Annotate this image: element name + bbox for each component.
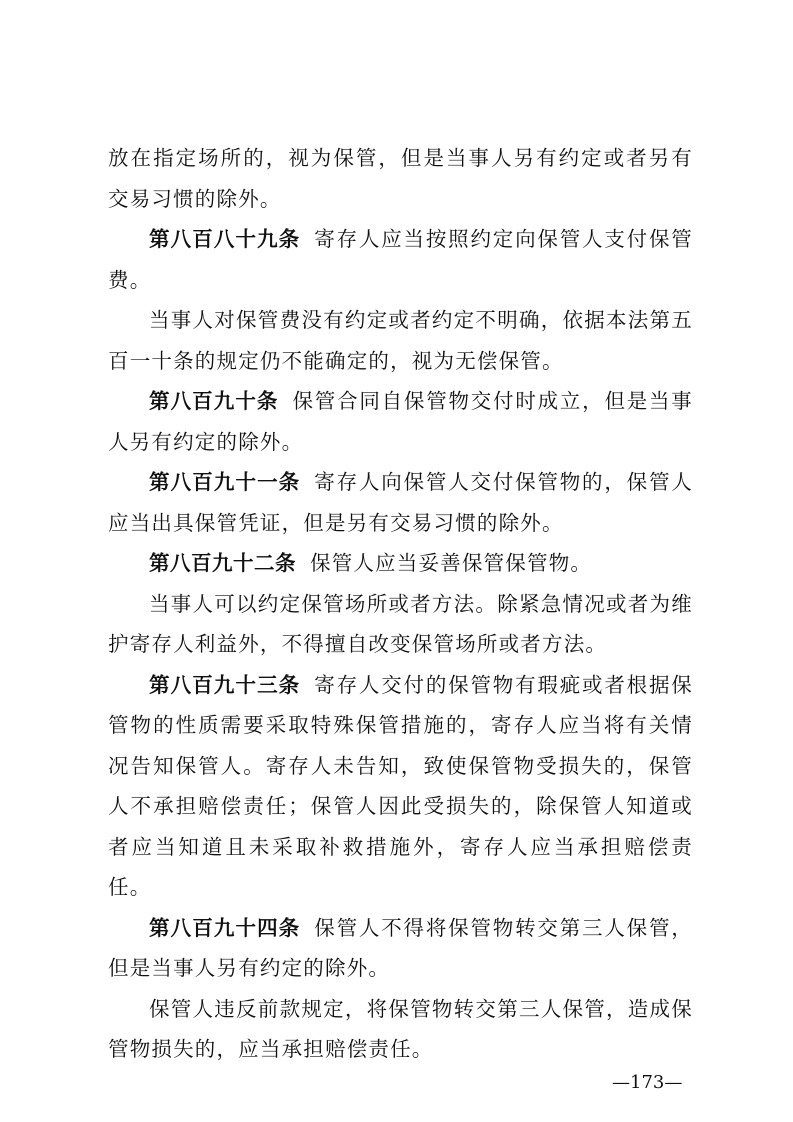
paragraph (108, 665, 693, 908)
paragraph-text: 保管人违反前款规定，将保管物转交第三人保管，造成保管物损失的，应当承担赔偿责任。 (108, 996, 693, 1061)
paragraph-text: 保管人应当妥善保管保管物。 (310, 551, 593, 575)
paragraph (108, 908, 693, 989)
article-number: 第八百九十四条 (149, 915, 301, 940)
paragraph (108, 989, 693, 1070)
document-body (108, 138, 693, 1070)
paragraph (108, 219, 693, 300)
paragraph-text: 寄存人应当按照约定向保管人支付保管费。 (108, 227, 694, 292)
article-number: 第八百九十一条 (149, 470, 301, 494)
paragraph (108, 138, 693, 219)
article-number: 第八百九十三条 (149, 672, 301, 697)
article-number: 第八百九十二条 (149, 551, 296, 575)
paragraph-text: 当事人对保管费没有约定或者约定不明确，依据本法第五百一十条的规定仍不能确定的，视为无偿保管。 (108, 308, 693, 373)
paragraph-text: 放在指定场所的，视为保管，但是当事人另有约定或者另有交易习惯的除外。 (108, 146, 693, 211)
paragraph (108, 584, 693, 665)
page-number: —173— (612, 1072, 683, 1093)
paragraph-text: 保管合同自保管物交付时成立，但是当事人另有约定的除外。 (108, 389, 693, 454)
paragraph (108, 300, 693, 381)
paragraph-text: 当事人可以约定保管场所或者方法。除紧急情况或者为维护寄存人利益外，不得擅自改变保管场所或者方法。 (108, 591, 693, 656)
paragraph (108, 381, 693, 462)
paragraph-text: 保管人不得将保管物转交第三人保管，但是当事人另有约定的除外。 (108, 915, 694, 980)
paragraph (108, 543, 693, 584)
article-number: 第八百九十条 (149, 389, 279, 413)
article-number: 第八百八十九条 (149, 227, 301, 251)
paragraph-text: 寄存人向保管人交付保管物的，保管人应当出具保管凭证，但是另有交易习惯的除外。 (108, 470, 694, 535)
paragraph-text: 寄存人交付的保管物有瑕疵或者根据保管物的性质需要采取特殊保管措施的，寄存人应当将有关情况告知保管人。寄存人未告知，致使保管物受损失的，保管人不承担赔偿责任；保管人因此受损失的，除保管人知道或者应当知道且未采取补救措施外，寄存人应当承担赔偿责任。 (108, 672, 694, 899)
paragraph (108, 462, 693, 543)
